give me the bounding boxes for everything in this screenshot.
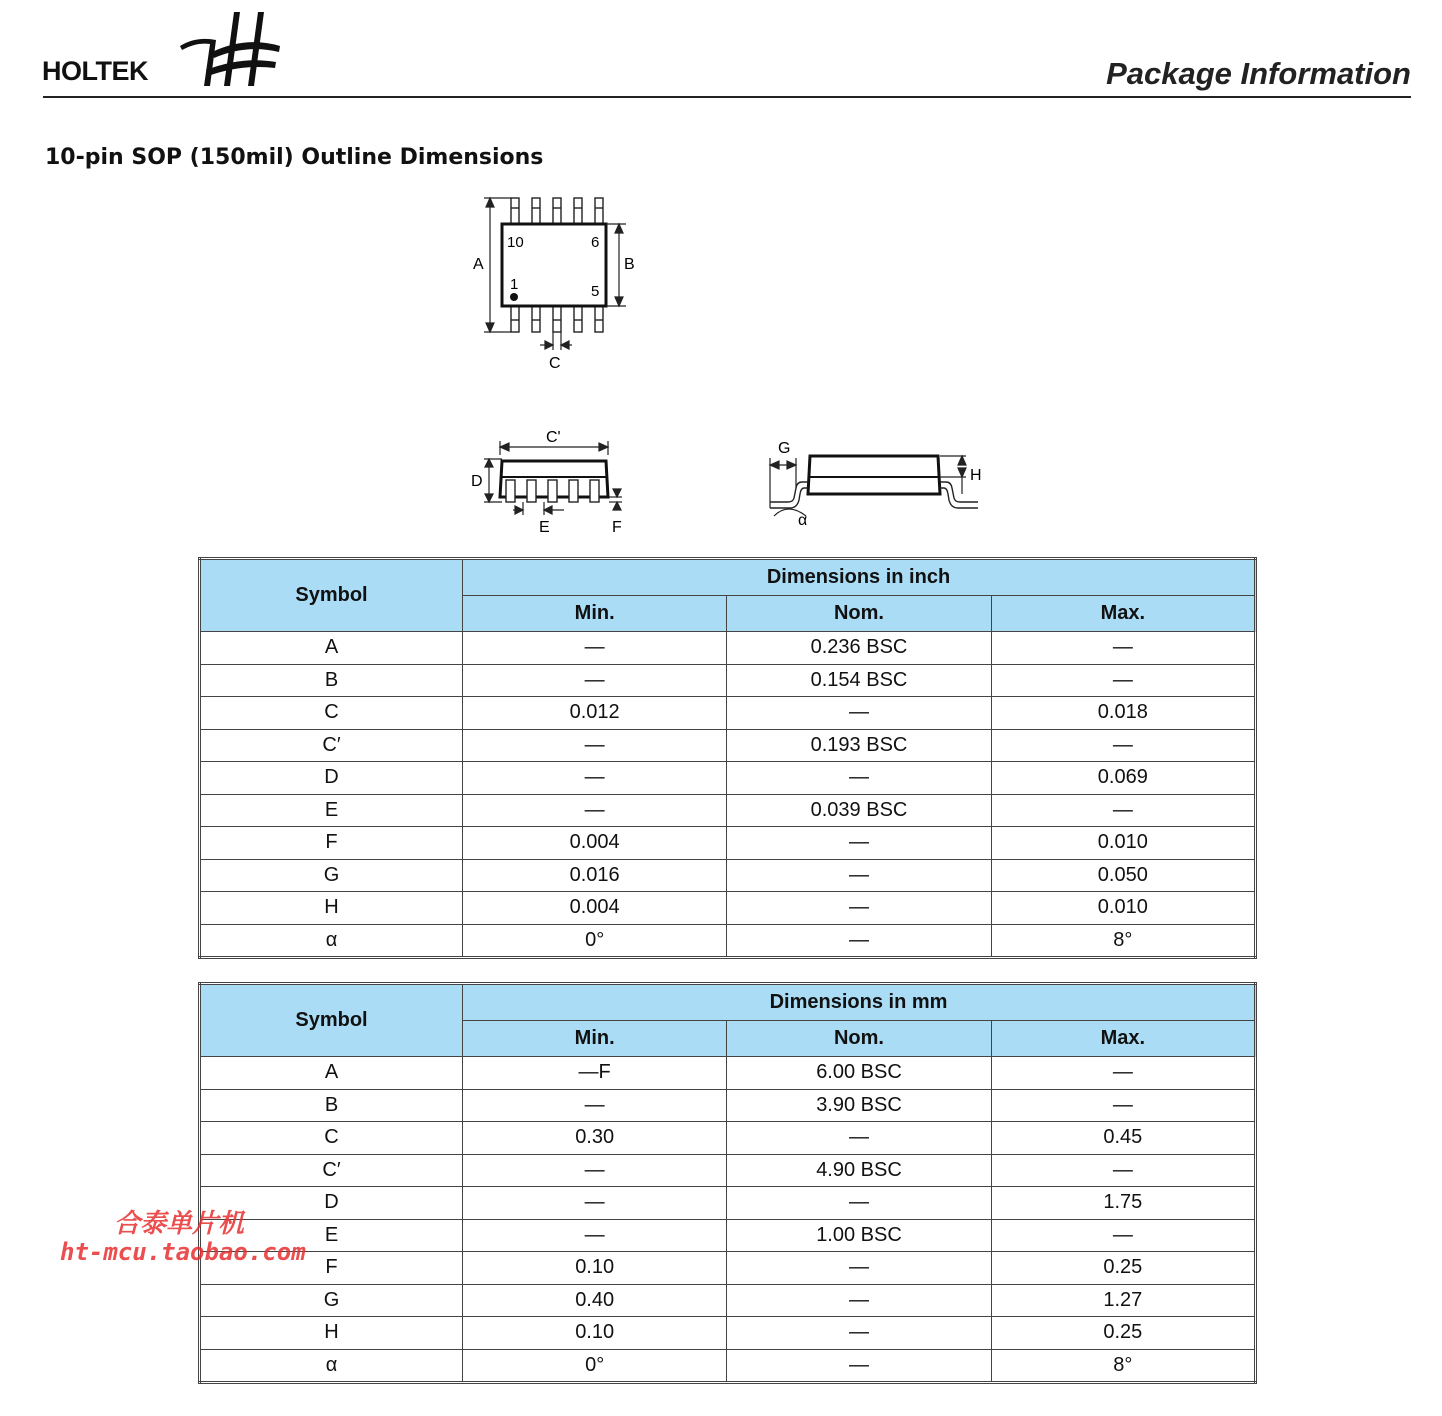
table-row [200, 827, 1256, 860]
table-row [200, 1187, 1256, 1220]
nom-header: Nom. [727, 596, 991, 632]
dim-c-label: C [549, 355, 561, 372]
table-row [200, 1252, 1256, 1285]
min-cell: 0.016 [463, 859, 727, 892]
max-cell: 0.45 [991, 1122, 1255, 1155]
min-cell: 0.012 [463, 697, 727, 730]
min-cell: — [463, 794, 727, 827]
nom-cell: — [727, 762, 991, 795]
max-cell: 0.018 [991, 697, 1255, 730]
max-cell: 8° [991, 924, 1255, 958]
pin-1-label: 1 [510, 276, 519, 293]
package-end-view-diagram [766, 432, 986, 532]
max-cell: — [991, 794, 1255, 827]
min-cell: 0.40 [463, 1284, 727, 1317]
dim-d-label: D [471, 473, 483, 490]
max-cell: 0.069 [991, 762, 1255, 795]
holtek-logo [42, 10, 302, 90]
dim-f-label: F [612, 519, 622, 536]
table-row [200, 1317, 1256, 1350]
symbol-header: Symbol [200, 984, 463, 1057]
table-row [200, 632, 1256, 665]
symbol-cell: H [200, 892, 463, 925]
header-divider [43, 96, 1411, 98]
symbol-cell: C [200, 1122, 463, 1155]
nom-cell: 0.154 BSC [727, 664, 991, 697]
symbol-cell: C [200, 697, 463, 730]
symbol-cell: C′ [200, 729, 463, 762]
nom-cell: — [727, 1252, 991, 1285]
max-cell: — [991, 1057, 1255, 1090]
max-cell: — [991, 632, 1255, 665]
dim-b-label: B [624, 256, 635, 273]
max-cell: — [991, 729, 1255, 762]
table-row [200, 1154, 1256, 1187]
min-cell: 0.004 [463, 892, 727, 925]
table-row [200, 1089, 1256, 1122]
symbol-cell: α [200, 924, 463, 958]
min-cell: — [463, 729, 727, 762]
package-top-view-diagram [460, 190, 650, 380]
dim-h-label: H [970, 467, 982, 484]
nom-cell: — [727, 827, 991, 860]
nom-cell: — [727, 1122, 991, 1155]
nom-header: Nom. [727, 1021, 991, 1057]
table-row [200, 1349, 1256, 1383]
table-row [200, 794, 1256, 827]
nom-cell: 3.90 BSC [727, 1089, 991, 1122]
dim-cprime-label: C' [546, 429, 561, 446]
min-cell: — [463, 1219, 727, 1252]
max-cell: — [991, 1219, 1255, 1252]
min-cell: — [463, 1154, 727, 1187]
symbol-cell: E [200, 1219, 463, 1252]
symbol-cell: G [200, 1284, 463, 1317]
nom-cell: — [727, 1187, 991, 1220]
min-cell: 0° [463, 1349, 727, 1383]
table-row [200, 859, 1256, 892]
min-cell: 0.004 [463, 827, 727, 860]
watermark-line-2: ht-mcu.taobao.com [60, 1237, 306, 1266]
group-header: Dimensions in mm [463, 984, 1256, 1021]
dimensions-inch-table [198, 557, 1257, 959]
min-cell: —F [463, 1057, 727, 1090]
page-header-title: Package Information [1106, 56, 1411, 91]
logo-text: HOLTEK [42, 56, 148, 86]
min-cell: — [463, 762, 727, 795]
symbol-cell: C′ [200, 1154, 463, 1187]
max-cell: 0.010 [991, 892, 1255, 925]
max-cell: — [991, 664, 1255, 697]
max-cell: 0.25 [991, 1317, 1255, 1350]
section-title: 10-pin SOP (150mil) Outline Dimensions [45, 145, 544, 170]
pin-5-label: 5 [591, 283, 600, 300]
min-cell: — [463, 664, 727, 697]
watermark [60, 1210, 306, 1265]
min-cell: — [463, 632, 727, 665]
symbol-cell: D [200, 1187, 463, 1220]
nom-cell: 0.193 BSC [727, 729, 991, 762]
max-cell: 8° [991, 1349, 1255, 1383]
table-row [200, 1122, 1256, 1155]
symbol-cell: D [200, 762, 463, 795]
symbol-cell: A [200, 1057, 463, 1090]
table-row [200, 729, 1256, 762]
max-cell: 1.75 [991, 1187, 1255, 1220]
holtek-logo-mark-icon [176, 10, 286, 90]
max-cell: 0.050 [991, 859, 1255, 892]
table-row [200, 664, 1256, 697]
symbol-header: Symbol [200, 559, 463, 632]
symbol-cell: A [200, 632, 463, 665]
max-cell: 0.010 [991, 827, 1255, 860]
symbol-cell: H [200, 1317, 463, 1350]
table-row [200, 1057, 1256, 1090]
table-row [200, 1219, 1256, 1252]
nom-cell: 6.00 BSC [727, 1057, 991, 1090]
dimensions-mm-table [198, 982, 1257, 1384]
min-cell: 0.10 [463, 1252, 727, 1285]
min-cell: 0.10 [463, 1317, 727, 1350]
nom-cell: — [727, 1317, 991, 1350]
group-header: Dimensions in inch [463, 559, 1256, 596]
pin-10-label: 10 [507, 234, 524, 251]
nom-cell: — [727, 892, 991, 925]
max-cell: 1.27 [991, 1284, 1255, 1317]
table-row [200, 924, 1256, 958]
max-header: Max. [991, 596, 1255, 632]
nom-cell: — [727, 1284, 991, 1317]
min-header: Min. [463, 1021, 727, 1057]
min-cell: 0.30 [463, 1122, 727, 1155]
min-cell: 0° [463, 924, 727, 958]
table-row [200, 697, 1256, 730]
symbol-cell: E [200, 794, 463, 827]
table-row [200, 892, 1256, 925]
symbol-cell: F [200, 1252, 463, 1285]
nom-cell: 1.00 BSC [727, 1219, 991, 1252]
watermark-line-1: 合泰单片机 [114, 1209, 245, 1239]
min-cell: — [463, 1187, 727, 1220]
symbol-cell: B [200, 1089, 463, 1122]
symbol-cell: G [200, 859, 463, 892]
dim-e-label: E [539, 519, 550, 536]
symbol-cell: B [200, 664, 463, 697]
nom-cell: — [727, 924, 991, 958]
symbol-cell: α [200, 1349, 463, 1383]
nom-cell: — [727, 1349, 991, 1383]
pin-6-label: 6 [591, 234, 600, 251]
max-header: Max. [991, 1021, 1255, 1057]
max-cell: 0.25 [991, 1252, 1255, 1285]
dim-a-label: A [473, 256, 484, 273]
table-row [200, 762, 1256, 795]
dim-alpha-label: α [798, 512, 808, 529]
nom-cell: — [727, 859, 991, 892]
dim-g-label: G [778, 440, 791, 457]
nom-cell: 4.90 BSC [727, 1154, 991, 1187]
table-row [200, 1284, 1256, 1317]
min-header: Min. [463, 596, 727, 632]
symbol-cell: F [200, 827, 463, 860]
nom-cell: 0.236 BSC [727, 632, 991, 665]
package-side-view-diagram [466, 425, 636, 540]
min-cell: — [463, 1089, 727, 1122]
nom-cell: — [727, 697, 991, 730]
max-cell: — [991, 1089, 1255, 1122]
max-cell: — [991, 1154, 1255, 1187]
nom-cell: 0.039 BSC [727, 794, 991, 827]
